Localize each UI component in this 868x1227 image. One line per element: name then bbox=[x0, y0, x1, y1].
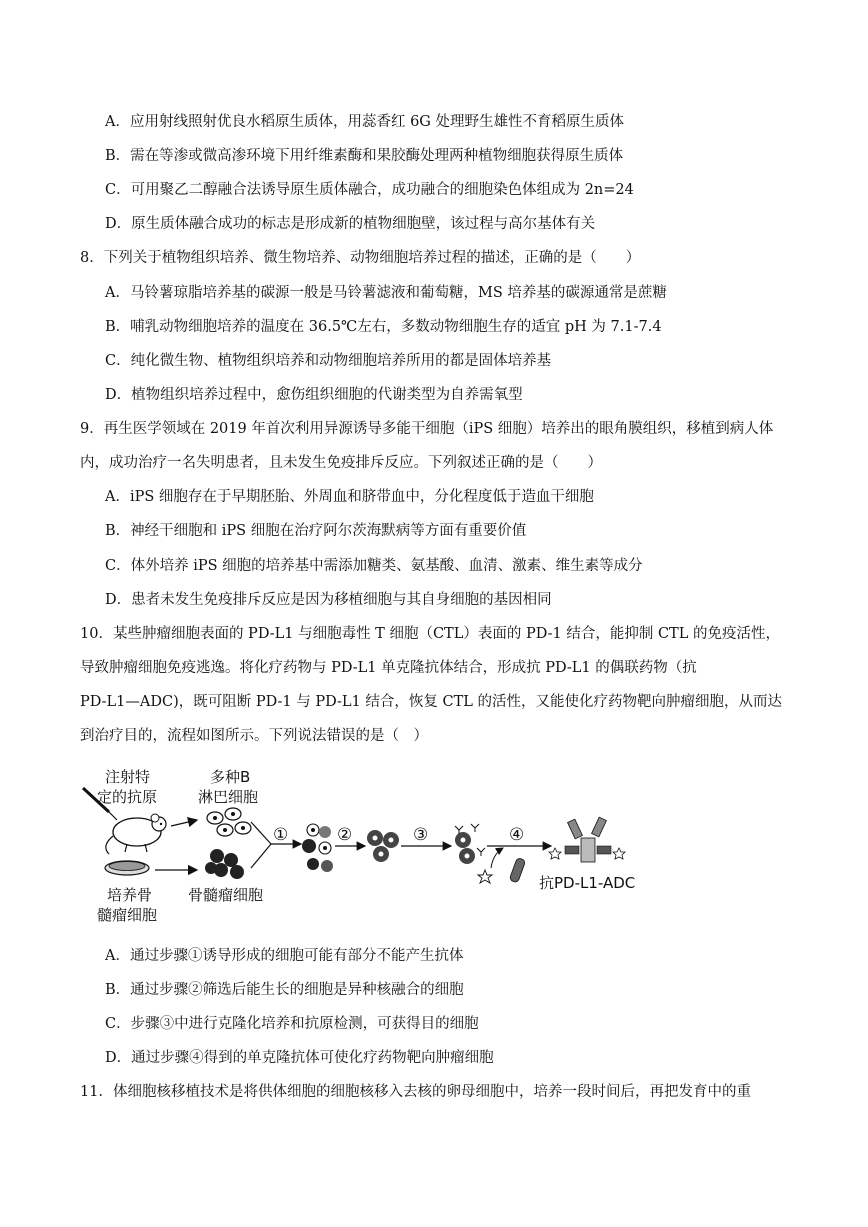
q9-option-b: B．神经干细胞和 iPS 细胞在治疗阿尔茨海默病等方面有重要价值 bbox=[105, 523, 527, 539]
q10-stem-line1: 10．某些肿瘤细胞表面的 PD-L1 与细胞毒性 T 细胞（CTL）表面的 PD-1 结合，能抑制 CTL 的免疫活性， bbox=[80, 626, 780, 642]
q8-option-d: D．植物组织培养过程中，愈伤组织细胞的代谢类型为自养需氧型 bbox=[105, 387, 523, 403]
q10-option-c: C．步骤③中进行克隆化培养和抗原检测，可获得目的细胞 bbox=[105, 1016, 479, 1032]
q9-option-d: D．患者未发生免疫排斥反应是因为移植细胞与其自身细胞的基因相同 bbox=[105, 592, 552, 608]
q7-option-b: B．需在等渗或微高渗环境下用纤维素酶和果胶酶处理两种植物细胞获得原生质体 bbox=[105, 148, 624, 164]
drug-star-icon bbox=[478, 870, 492, 883]
q10-stem-line2: 导致肿瘤细胞免疫逃逸。将化疗药物与 PD-L1 单克隆抗体结合，形成抗 PD-L1 的偶联药物（抗 bbox=[80, 660, 697, 676]
label-myeloma: 骨髓瘤细胞 bbox=[188, 886, 264, 904]
label-bcells-1: 多种B bbox=[210, 768, 251, 786]
step-4-label: ④ bbox=[509, 825, 525, 845]
step-2-label: ② bbox=[337, 825, 353, 845]
q7-option-c: C．可用聚乙二醇融合法诱导原生质体融合，成功融合的细胞染色体组成为 2n=24 bbox=[105, 182, 634, 198]
q10-option-b: B．通过步骤②筛选后能生长的细胞是异种核融合的细胞 bbox=[105, 982, 464, 998]
q10-option-d: D．通过步骤④得到的单克隆抗体可使化疗药物靶向肿瘤细胞 bbox=[105, 1050, 494, 1066]
q8-option-c: C．纯化微生物、植物组织培养和动物细胞培养所用的都是固体培养基 bbox=[105, 353, 552, 369]
q9-stem-line1: 9．再生医学领域在 2019 年首次利用异源诱导多能干细胞（iPS 细胞）培养出的眼角膜组织，移植到病人体 bbox=[80, 421, 774, 437]
q7-option-a: A．应用射线照射优良水稻原生质体，用蕊香红 6G 处理野生雄性不育稻原生质体 bbox=[105, 114, 624, 130]
label-culture-2: 髓瘤细胞 bbox=[97, 906, 158, 924]
q8-stem: 8．下列关于植物组织培养、微生物培养、动物细胞培养过程的描述，正确的是（ ） bbox=[80, 250, 641, 266]
petri-dish-icon bbox=[105, 861, 149, 875]
antibody-cells-icon bbox=[455, 824, 485, 864]
adc-flow-diagram bbox=[75, 760, 795, 930]
step-1-label: ① bbox=[273, 825, 289, 845]
myeloma-cells-icon bbox=[205, 849, 244, 879]
adc-molecule-icon bbox=[549, 817, 625, 862]
label-culture-1: 培养骨 bbox=[107, 886, 153, 904]
q8-option-a: A．马铃薯琼脂培养基的碳源一般是马铃薯滤液和葡萄糖，MS 培养基的碳源通常是蔗糖 bbox=[105, 285, 667, 301]
fused-cells-icon bbox=[302, 824, 333, 872]
q10-stem-line3: PD-L1—ADC)，既可阻断 PD-1 与 PD-L1 结合，恢复 CTL 的活性，又能使化疗药物靶向肿瘤细胞，从而达 bbox=[80, 694, 782, 710]
label-bcells-2: 淋巴细胞 bbox=[198, 788, 259, 806]
label-adc: 抗PD-L1-ADC bbox=[539, 874, 636, 892]
label-antigen-1: 注射特 bbox=[105, 768, 151, 786]
label-antigen-2: 定的抗原 bbox=[97, 788, 158, 806]
q7-option-d: D．原生质体融合成功的标志是形成新的植物细胞壁，该过程与高尔基体有关 bbox=[105, 216, 596, 232]
q10-option-a: A．通过步骤①诱导形成的细胞可能有部分不能产生抗体 bbox=[105, 948, 464, 964]
q9-stem-line2: 内，成功治疗一名失明患者，且未发生免疫排斥反应。下列叙述正确的是（ ） bbox=[80, 455, 602, 471]
antibody-tube-icon bbox=[509, 857, 526, 883]
hybridoma-cells-icon bbox=[367, 830, 399, 862]
q10-stem-line4: 到治疗目的，流程如图所示。下列说法错误的是（ ） bbox=[80, 728, 428, 744]
b-lymphocytes-icon bbox=[207, 808, 251, 836]
q11-stem-line1: 11．体细胞核移植技术是将供体细胞的细胞核移入去核的卵母细胞中，培养一段时间后，再把发育中的重 bbox=[80, 1084, 751, 1100]
step-3-label: ③ bbox=[413, 825, 429, 845]
q9-option-c: C．体外培养 iPS 细胞的培养基中需添加糖类、氨基酸、血清、激素、维生素等成分 bbox=[105, 558, 643, 574]
q8-option-b: B．哺乳动物细胞培养的温度在 36.5℃左右，多数动物细胞生存的适宜 pH 为 7.1-7.4 bbox=[105, 319, 662, 335]
q9-option-a: A．iPS 细胞存在于早期胚胎、外周血和脐带血中，分化程度低于造血干细胞 bbox=[105, 489, 594, 505]
